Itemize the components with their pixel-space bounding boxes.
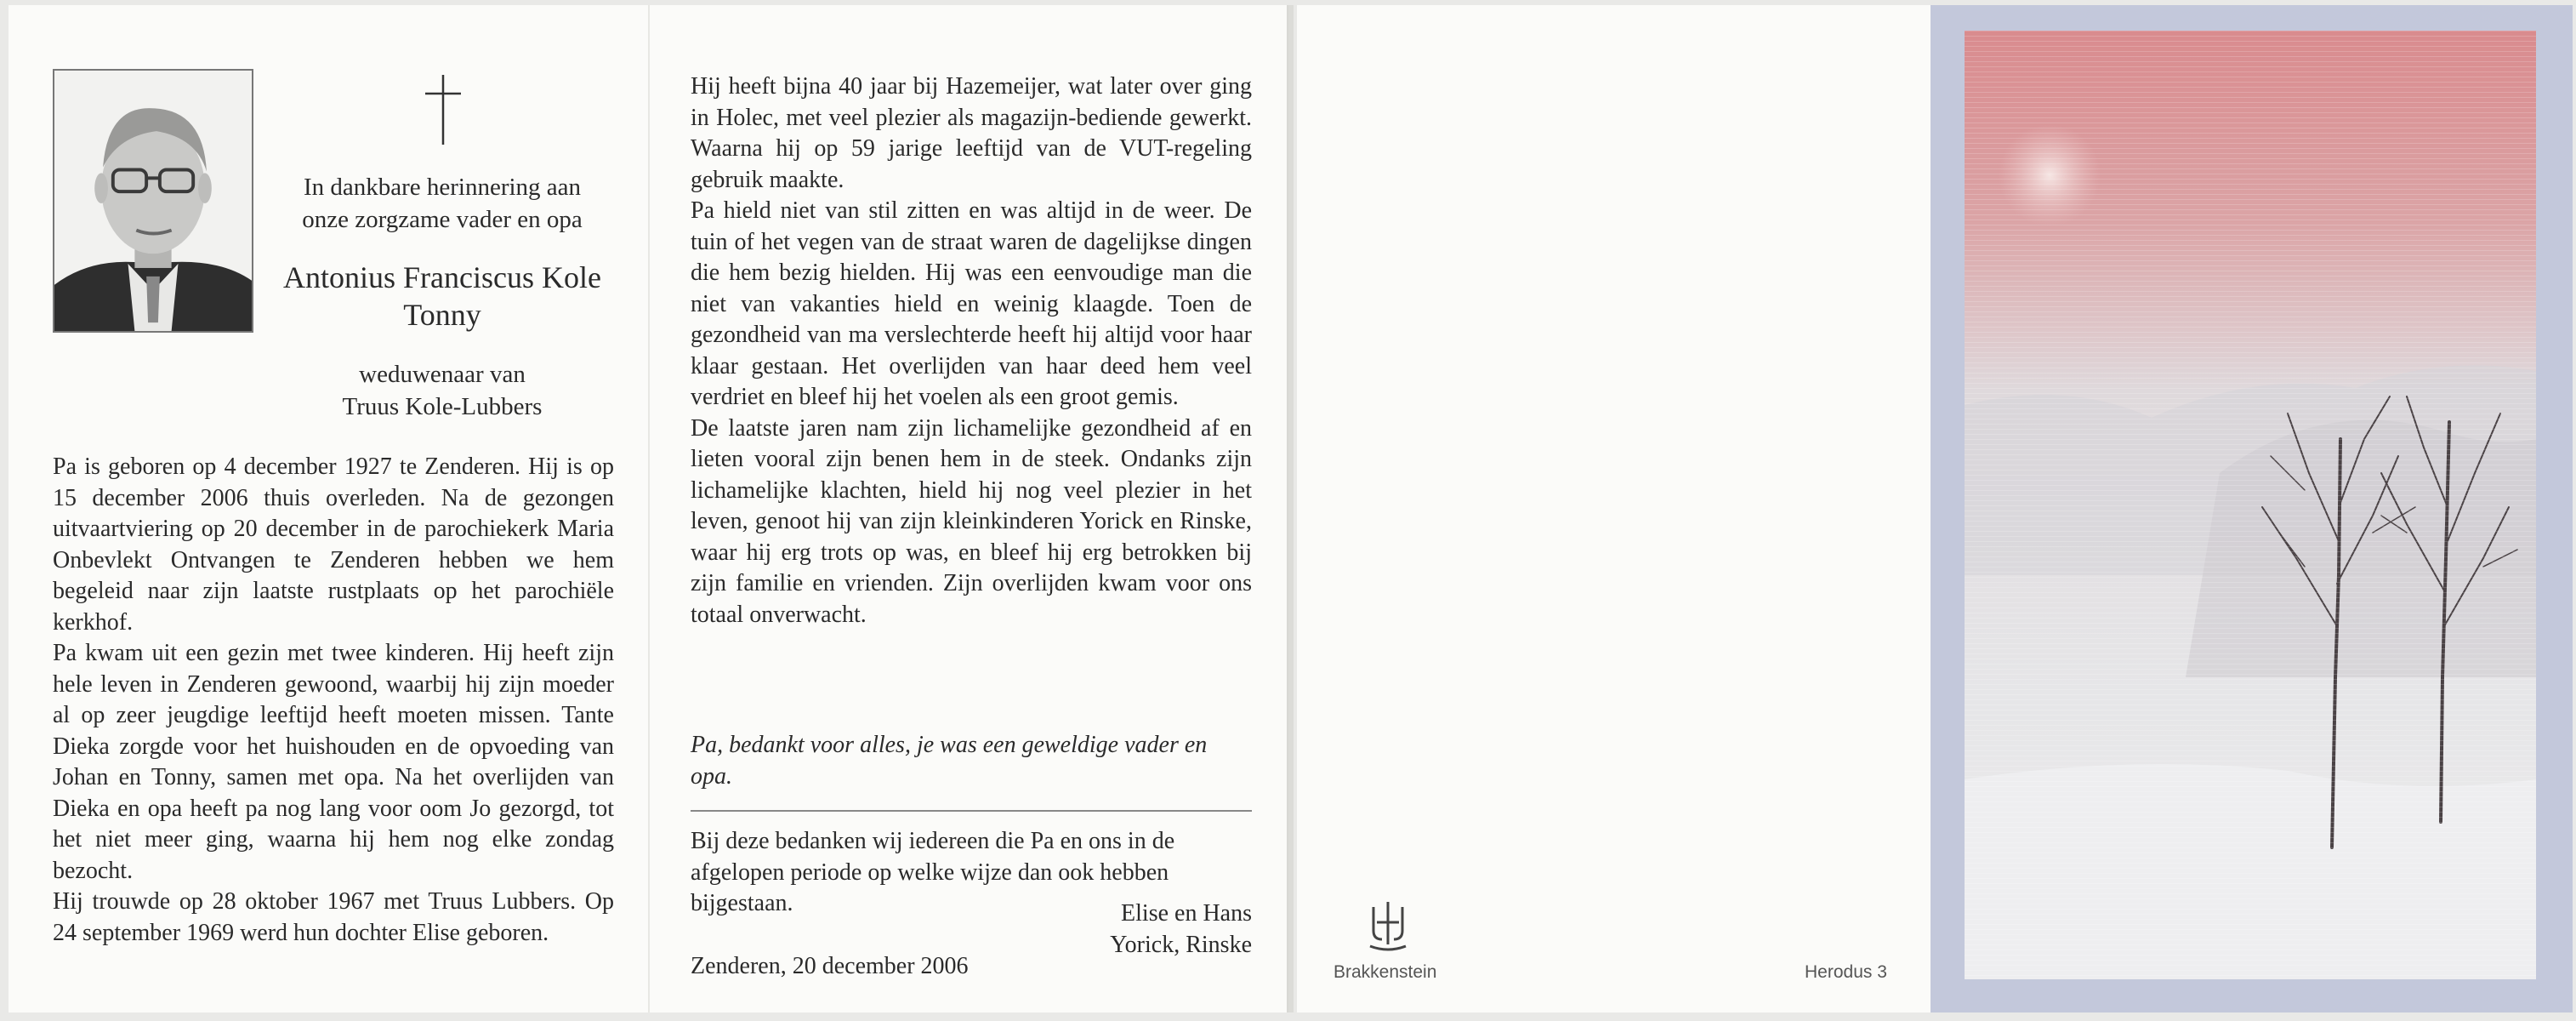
widower-label: weduwenaar van — [359, 361, 526, 388]
card-fold — [1288, 5, 1294, 1012]
paragraph: Pa hield niet van stil zitten en was altijd in de weer. De tuin of het vegen van de straat waren de dagelijkse dingen die hem bezig hielden. Hij was een eenvoudige man die niet van vakanties hield en weinig klaagde. Toen de gezondheid van ma verslechterde heeft hij altijd voor haar klaar gestaan. Het overlijden van haar deed hem veel verdriet en bleef hij het voelen als een groot gemis. — [691, 197, 1252, 410]
publisher-name: Brakkenstein — [1333, 962, 1437, 982]
paragraph: Hij trouwde op 28 oktober 1967 met Truus Lubbers. Op 24 september 1969 werd hun dochter Elise geboren. — [53, 888, 614, 946]
signature-line: Yorick, Rinske — [1110, 931, 1252, 958]
portrait-photo — [53, 69, 253, 333]
paragraph: Pa kwam uit een gezin met twee kinderen. Hij heeft zijn hele leven in Zenderen gewoond, waarbij hij zijn moeder al op zeer jeugdige leeftijd heeft moeten missen. Tante Dieka zorgde voor het huishouden en de opvoeding van Johan en Tonny, samen met opa. Na het overlijden van Dieka en opa heeft pa nog lang voor oom Jo gezorgd, tot het niet meer ging, waarna hij hem nog elke zondag bezocht. — [53, 640, 614, 884]
signature — [946, 898, 1252, 961]
paragraph: Pa is geboren op 4 december 1927 te Zenderen. Hij is op 15 december 2006 thuis overleden. Na de gezongen uitvaartviering op 20 december in de parochiekerk Maria Onbevlekt Ontvangen te Zenderen hebben we hem begeleid naar zijn laatste rustplaats op het parochiële kerkhof. — [53, 453, 614, 636]
spouse-name: Truus Kole-Lubbers — [342, 393, 543, 420]
paragraph: De laatste jaren nam zijn lichamelijke gezondheid af en lieten vooral zijn benen hem in de steek. Ondanks zijn lichamelijke klachten, hield hij nog veel plezier in het leven, genoot hij van zijn kleinkinderen Yorick en Rinske, waar hij erg trots op was, en bleef hij erg betrokken bij zijn familie en vrienden. Zijn overlijden kwam voor ons totaal onverwacht. — [691, 414, 1252, 628]
intro-line: onze zorgzame vader en opa — [302, 206, 583, 233]
intro-text — [272, 171, 612, 236]
signature-line: Elise en Hans — [1121, 900, 1252, 927]
cover-artwork — [1965, 31, 2536, 979]
nickname: Tonny — [403, 298, 481, 332]
card-model: Herodus 3 — [1805, 962, 1887, 982]
farewell-quote: Pa, bedankt voor alles, je was een geweldige vader en opa. — [691, 732, 1208, 790]
divider — [691, 810, 1252, 812]
card-outer-spread — [1297, 5, 2573, 1012]
thanks-text: Bij deze bedanken wij iedereen die Pa en ons in de afgelopen periode op welke wijze dan ook hebben bijgestaan. — [691, 828, 1175, 916]
cover-artwork-frame — [1931, 5, 2573, 1012]
deceased-name — [272, 259, 612, 334]
publisher-logo-icon — [1365, 898, 1411, 951]
biography-column-2 — [691, 71, 1252, 630]
biography-column-1 — [53, 452, 614, 949]
intro-line: In dankbare herinnering aan — [303, 174, 582, 201]
widower-text — [272, 358, 612, 423]
cross-icon — [424, 75, 463, 145]
card-inner-spread — [9, 5, 1288, 1012]
full-name: Antonius Franciscus Kole — [283, 260, 601, 294]
place-date: Zenderen, 20 december 2006 — [691, 953, 969, 979]
fold-line — [648, 5, 650, 1012]
paragraph: Hij heeft bijna 40 jaar bij Hazemeijer, wat later over ging in Holec, met veel plezier als magazijn-bediende gewerkt. Waarna hij op 59 jarige leeftijd van de VUT-regeling gebruik maakte. — [691, 73, 1252, 193]
